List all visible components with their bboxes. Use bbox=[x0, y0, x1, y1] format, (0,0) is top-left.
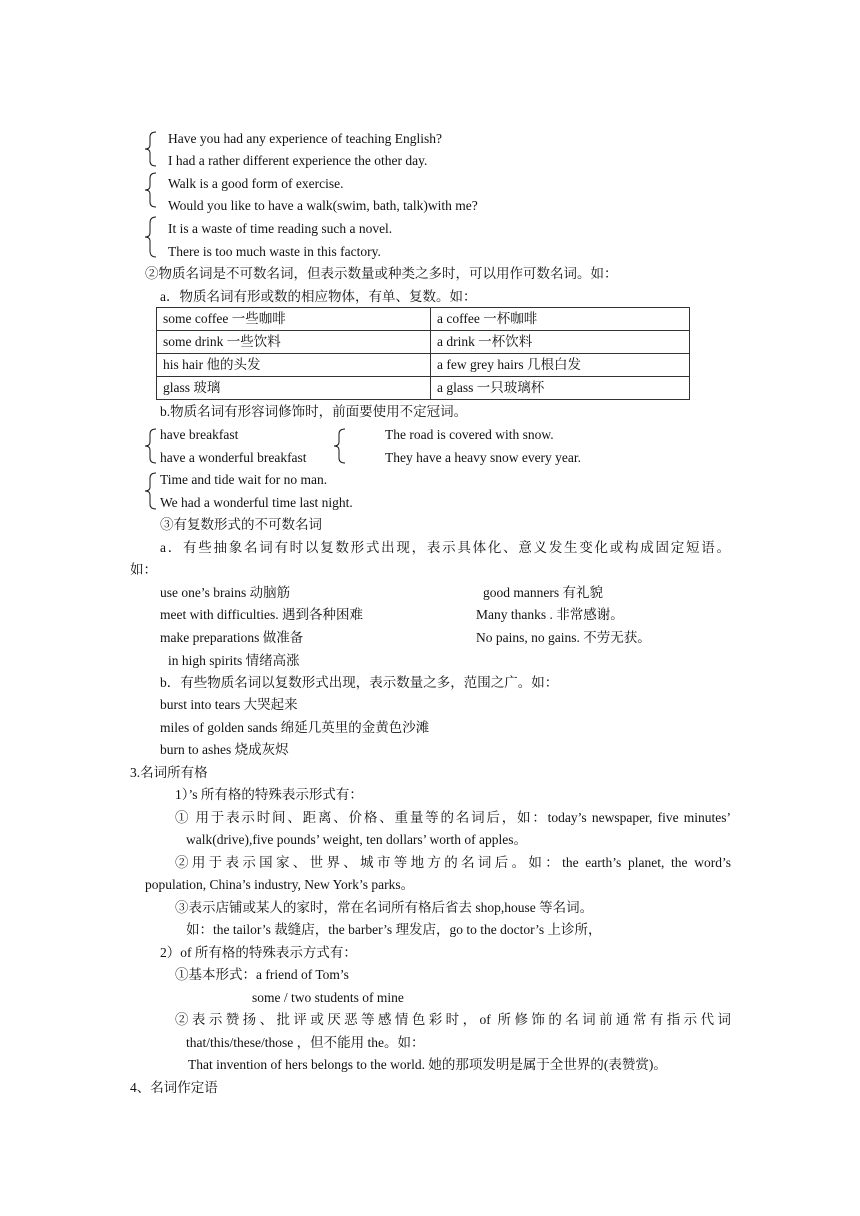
example-sentence: They have a heavy snow every year. bbox=[385, 450, 582, 465]
example-phrase: miles of golden sands 绵延几英里的金黄色沙滩 bbox=[160, 720, 430, 735]
rule-subheading: b．有些物质名词以复数形式出现，表示数量之多，范围之广。如： bbox=[160, 675, 559, 690]
example-sentence: Time and tide wait for no man. bbox=[160, 472, 328, 487]
subsection-heading: 1）’s 所有格的特殊表示形式有： bbox=[175, 787, 363, 802]
examples-table bbox=[156, 307, 690, 400]
example-phrase: have a wonderful breakfast bbox=[160, 450, 307, 465]
example-phrase: have breakfast bbox=[160, 427, 239, 442]
subsection-heading: 2）of 所有格的特殊表示方式有： bbox=[160, 945, 357, 960]
brace-icon bbox=[333, 428, 347, 464]
example-sentence: We had a wonderful time last night. bbox=[160, 495, 353, 510]
table-row bbox=[157, 354, 690, 377]
table-cell: a glass 一只玻璃杯 bbox=[431, 377, 690, 400]
rule-subheading: a．有些抽象名词有时以复数形式出现，表示具体化、意义发生变化或构成固定短语。 bbox=[160, 540, 730, 555]
paragraph-line: ① 用于表示时间、距离、价格、重量等的名词后，如：today’s newspaper, five minutes’ bbox=[175, 810, 731, 825]
table-cell: some drink 一些饮料 bbox=[157, 331, 431, 354]
example-phrase: meet with difficulties. 遇到各种困难 bbox=[160, 607, 363, 622]
example-sentence: There is too much waste in this factory. bbox=[168, 244, 381, 259]
rule-subheading: 如： bbox=[130, 562, 157, 577]
table-cell: some coffee 一些咖啡 bbox=[157, 308, 431, 331]
rule-subheading: b.物质名词有形容词修饰时，前面要使用不定冠词。 bbox=[160, 404, 468, 419]
paragraph-line: ①基本形式：a friend of Tom’s bbox=[175, 967, 349, 982]
rule-subheading: a．物质名词有形或数的相应物体，有单、复数。如： bbox=[160, 289, 477, 304]
brace-icon bbox=[144, 428, 158, 464]
table-row bbox=[157, 308, 690, 331]
example-sentence: Would you like to have a walk(swim, bath, talk)with me? bbox=[168, 198, 478, 213]
paragraph-line: That invention of hers belongs to the world. 她的那项发明是属于全世界的(表赞赏)。 bbox=[188, 1057, 667, 1072]
table-cell: his hair 他的头发 bbox=[157, 354, 431, 377]
example-sentence: I had a rather different experience the other day. bbox=[168, 153, 428, 168]
paragraph-line: that/this/these/those ，但不能用 the。如： bbox=[186, 1035, 425, 1050]
example-phrase: burn to ashes 烧成灰烬 bbox=[160, 742, 289, 757]
table-cell: a drink 一杯饮料 bbox=[431, 331, 690, 354]
example-sentence: Walk is a good form of exercise. bbox=[168, 176, 344, 191]
table-cell: glass 玻璃 bbox=[157, 377, 431, 400]
paragraph-line: walk(drive),five pounds’ weight, ten dollars’ worth of apples。 bbox=[186, 832, 528, 847]
example-sentence: The road is covered with snow. bbox=[385, 427, 554, 442]
example-phrase: burst into tears 大哭起来 bbox=[160, 697, 298, 712]
brace-icon bbox=[144, 472, 158, 510]
brace-icon bbox=[144, 172, 158, 208]
paragraph-line: ②表示赞扬、批评或厌恶等感情色彩时，of 所修饰的名词前通常有指示代词 bbox=[175, 1012, 731, 1027]
example-phrase: use one’s brains 动脑筋 bbox=[160, 585, 291, 600]
example-phrase: in high spirits 情绪高涨 bbox=[168, 653, 300, 668]
example-phrase: make preparations 做准备 bbox=[160, 630, 304, 645]
table-row bbox=[157, 377, 690, 400]
example-phrase: No pains, no gains. 不劳无获。 bbox=[476, 630, 651, 645]
rule-heading: ③有复数形式的不可数名词 bbox=[160, 517, 322, 532]
rule-heading: ②物质名词是不可数名词，但表示数量或种类之多时，可以用作可数名词。如： bbox=[145, 266, 618, 281]
paragraph-line: 如：the tailor’s 裁缝店，the barber’s 理发店，go to the doctor’s 上诊所， bbox=[186, 922, 602, 937]
brace-icon bbox=[144, 216, 158, 258]
paragraph-line: ②用于表示国家、世界、城市等地方的名词后。如：the earth’s planet, the word’s bbox=[175, 855, 731, 870]
paragraph-line: population, China’s industry, New York’s parks。 bbox=[145, 877, 415, 892]
paragraph-line: ③表示店铺或某人的家时，常在名词所有格后省去 shop,house 等名词。 bbox=[175, 900, 594, 915]
example-phrase: Many thanks . 非常感谢。 bbox=[476, 607, 624, 622]
brace-icon bbox=[144, 131, 158, 167]
example-sentence: It is a waste of time reading such a novel. bbox=[168, 221, 393, 236]
table-row bbox=[157, 331, 690, 354]
table-cell: a few grey hairs 几根白发 bbox=[431, 354, 690, 377]
section-heading: 4、名词作定语 bbox=[130, 1080, 218, 1095]
section-heading: 3.名词所有格 bbox=[130, 765, 208, 780]
table-cell: a coffee 一杯咖啡 bbox=[431, 308, 690, 331]
paragraph-line: some / two students of mine bbox=[252, 990, 404, 1005]
example-sentence: Have you had any experience of teaching English? bbox=[168, 131, 443, 146]
example-phrase: good manners 有礼貌 bbox=[483, 585, 603, 600]
